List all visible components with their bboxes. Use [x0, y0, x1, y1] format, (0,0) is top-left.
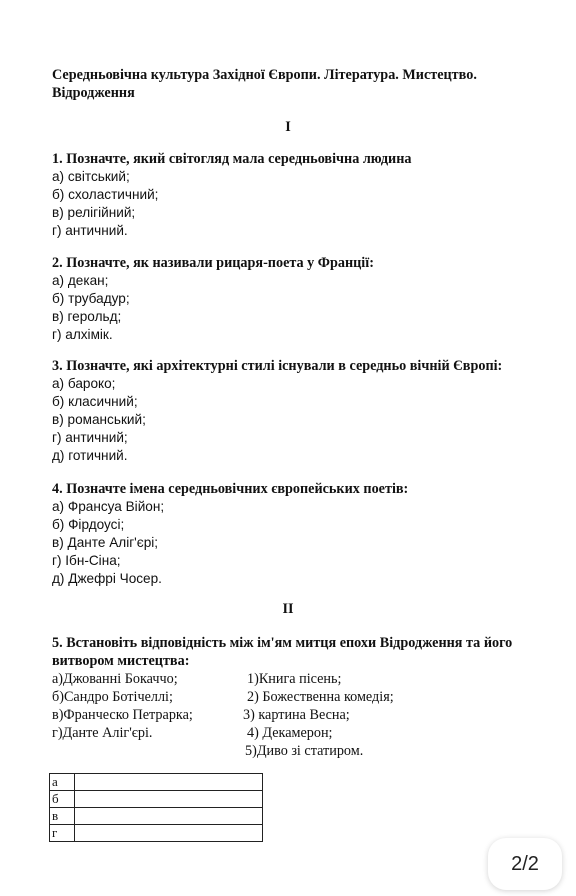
question-1-text: 1. Позначте, який світогляд мала середньовічна людина: [52, 151, 412, 167]
matching-columns: [52, 670, 562, 762]
authors-column: [52, 670, 193, 742]
question-1-option: г) античний.: [52, 223, 128, 238]
author-item: в)Франческо Петрарка;: [52, 707, 193, 723]
question-3-option: а) бароко;: [52, 376, 116, 391]
table-cell-answer[interactable]: [75, 774, 263, 791]
table-row: [50, 808, 263, 825]
question-2-text: 2. Позначте, як називали рицаря-поета у Франції:: [52, 255, 374, 271]
question-3-option: б) класичний;: [52, 394, 138, 409]
question-3-text: 3. Позначте, які архітектурні стилі існували в середньо вічній Європі:: [52, 358, 503, 374]
table-cell-letter: г: [50, 825, 75, 842]
question-4-option: г) Ібн-Сіна;: [52, 553, 121, 568]
work-item: 5)Диво зі статиром.: [245, 743, 364, 759]
table-row: [50, 791, 263, 808]
work-item: 3) картина Весна;: [243, 707, 350, 723]
author-item: б)Сандро Ботічеллі;: [52, 689, 173, 705]
question-1-option: в) релігійний;: [52, 205, 136, 220]
work-item: 2) Божественна комедія;: [247, 689, 394, 705]
table-cell-letter: а: [50, 774, 75, 791]
question-3-option: г) античний;: [52, 430, 128, 445]
section-heading-2: II: [282, 601, 294, 617]
question-5-text: 5. Встановіть відповідність між ім'ям митця епохи Відродження та його витвором мистецтва:: [52, 635, 513, 669]
table-row: [50, 825, 263, 842]
question-5: [52, 634, 562, 762]
section-heading-1: I: [285, 119, 291, 135]
work-item: 4) Декамерон;: [247, 725, 333, 741]
question-1-option: а) світський;: [52, 169, 130, 184]
question-2: [52, 254, 562, 344]
table-cell-letter: в: [50, 808, 75, 825]
question-4-option: в) Данте Аліг'єрі;: [52, 535, 159, 550]
question-1-option: б) схоластичний;: [52, 187, 159, 202]
table-cell-answer[interactable]: [75, 791, 263, 808]
page-indicator: 2/2: [488, 838, 562, 890]
author-item: г)Данте Аліг'єрі.: [52, 725, 153, 741]
answer-table: [49, 773, 263, 842]
question-4-option: б) Фірдоусі;: [52, 517, 125, 532]
question-1: [52, 150, 562, 240]
question-4-option: д) Джефрі Чосер.: [52, 571, 162, 586]
question-4-option: а) Франсуа Війон;: [52, 499, 165, 514]
question-2-option: б) трубадур;: [52, 291, 130, 306]
work-item: 1)Книга пісень;: [247, 671, 342, 687]
question-3-option: в) романський;: [52, 412, 146, 427]
document-title: Середньовічна культура Західної Європи. Література. Мистецтво. Відродження: [52, 67, 477, 101]
question-2-option: в) герольд;: [52, 309, 122, 324]
table-cell-letter: б: [50, 791, 75, 808]
question-3-option: д) готичний.: [52, 448, 128, 463]
question-4-text: 4. Позначте імена середньовічних європейських поетів:: [52, 481, 409, 497]
question-2-option: г) алхімік.: [52, 327, 113, 342]
table-row: [50, 774, 263, 791]
question-2-option: а) декан;: [52, 273, 109, 288]
table-cell-answer[interactable]: [75, 808, 263, 825]
table-cell-answer[interactable]: [75, 825, 263, 842]
question-4: [52, 480, 562, 588]
question-3: [52, 357, 562, 465]
author-item: а)Джованні Бокаччо;: [52, 671, 178, 687]
